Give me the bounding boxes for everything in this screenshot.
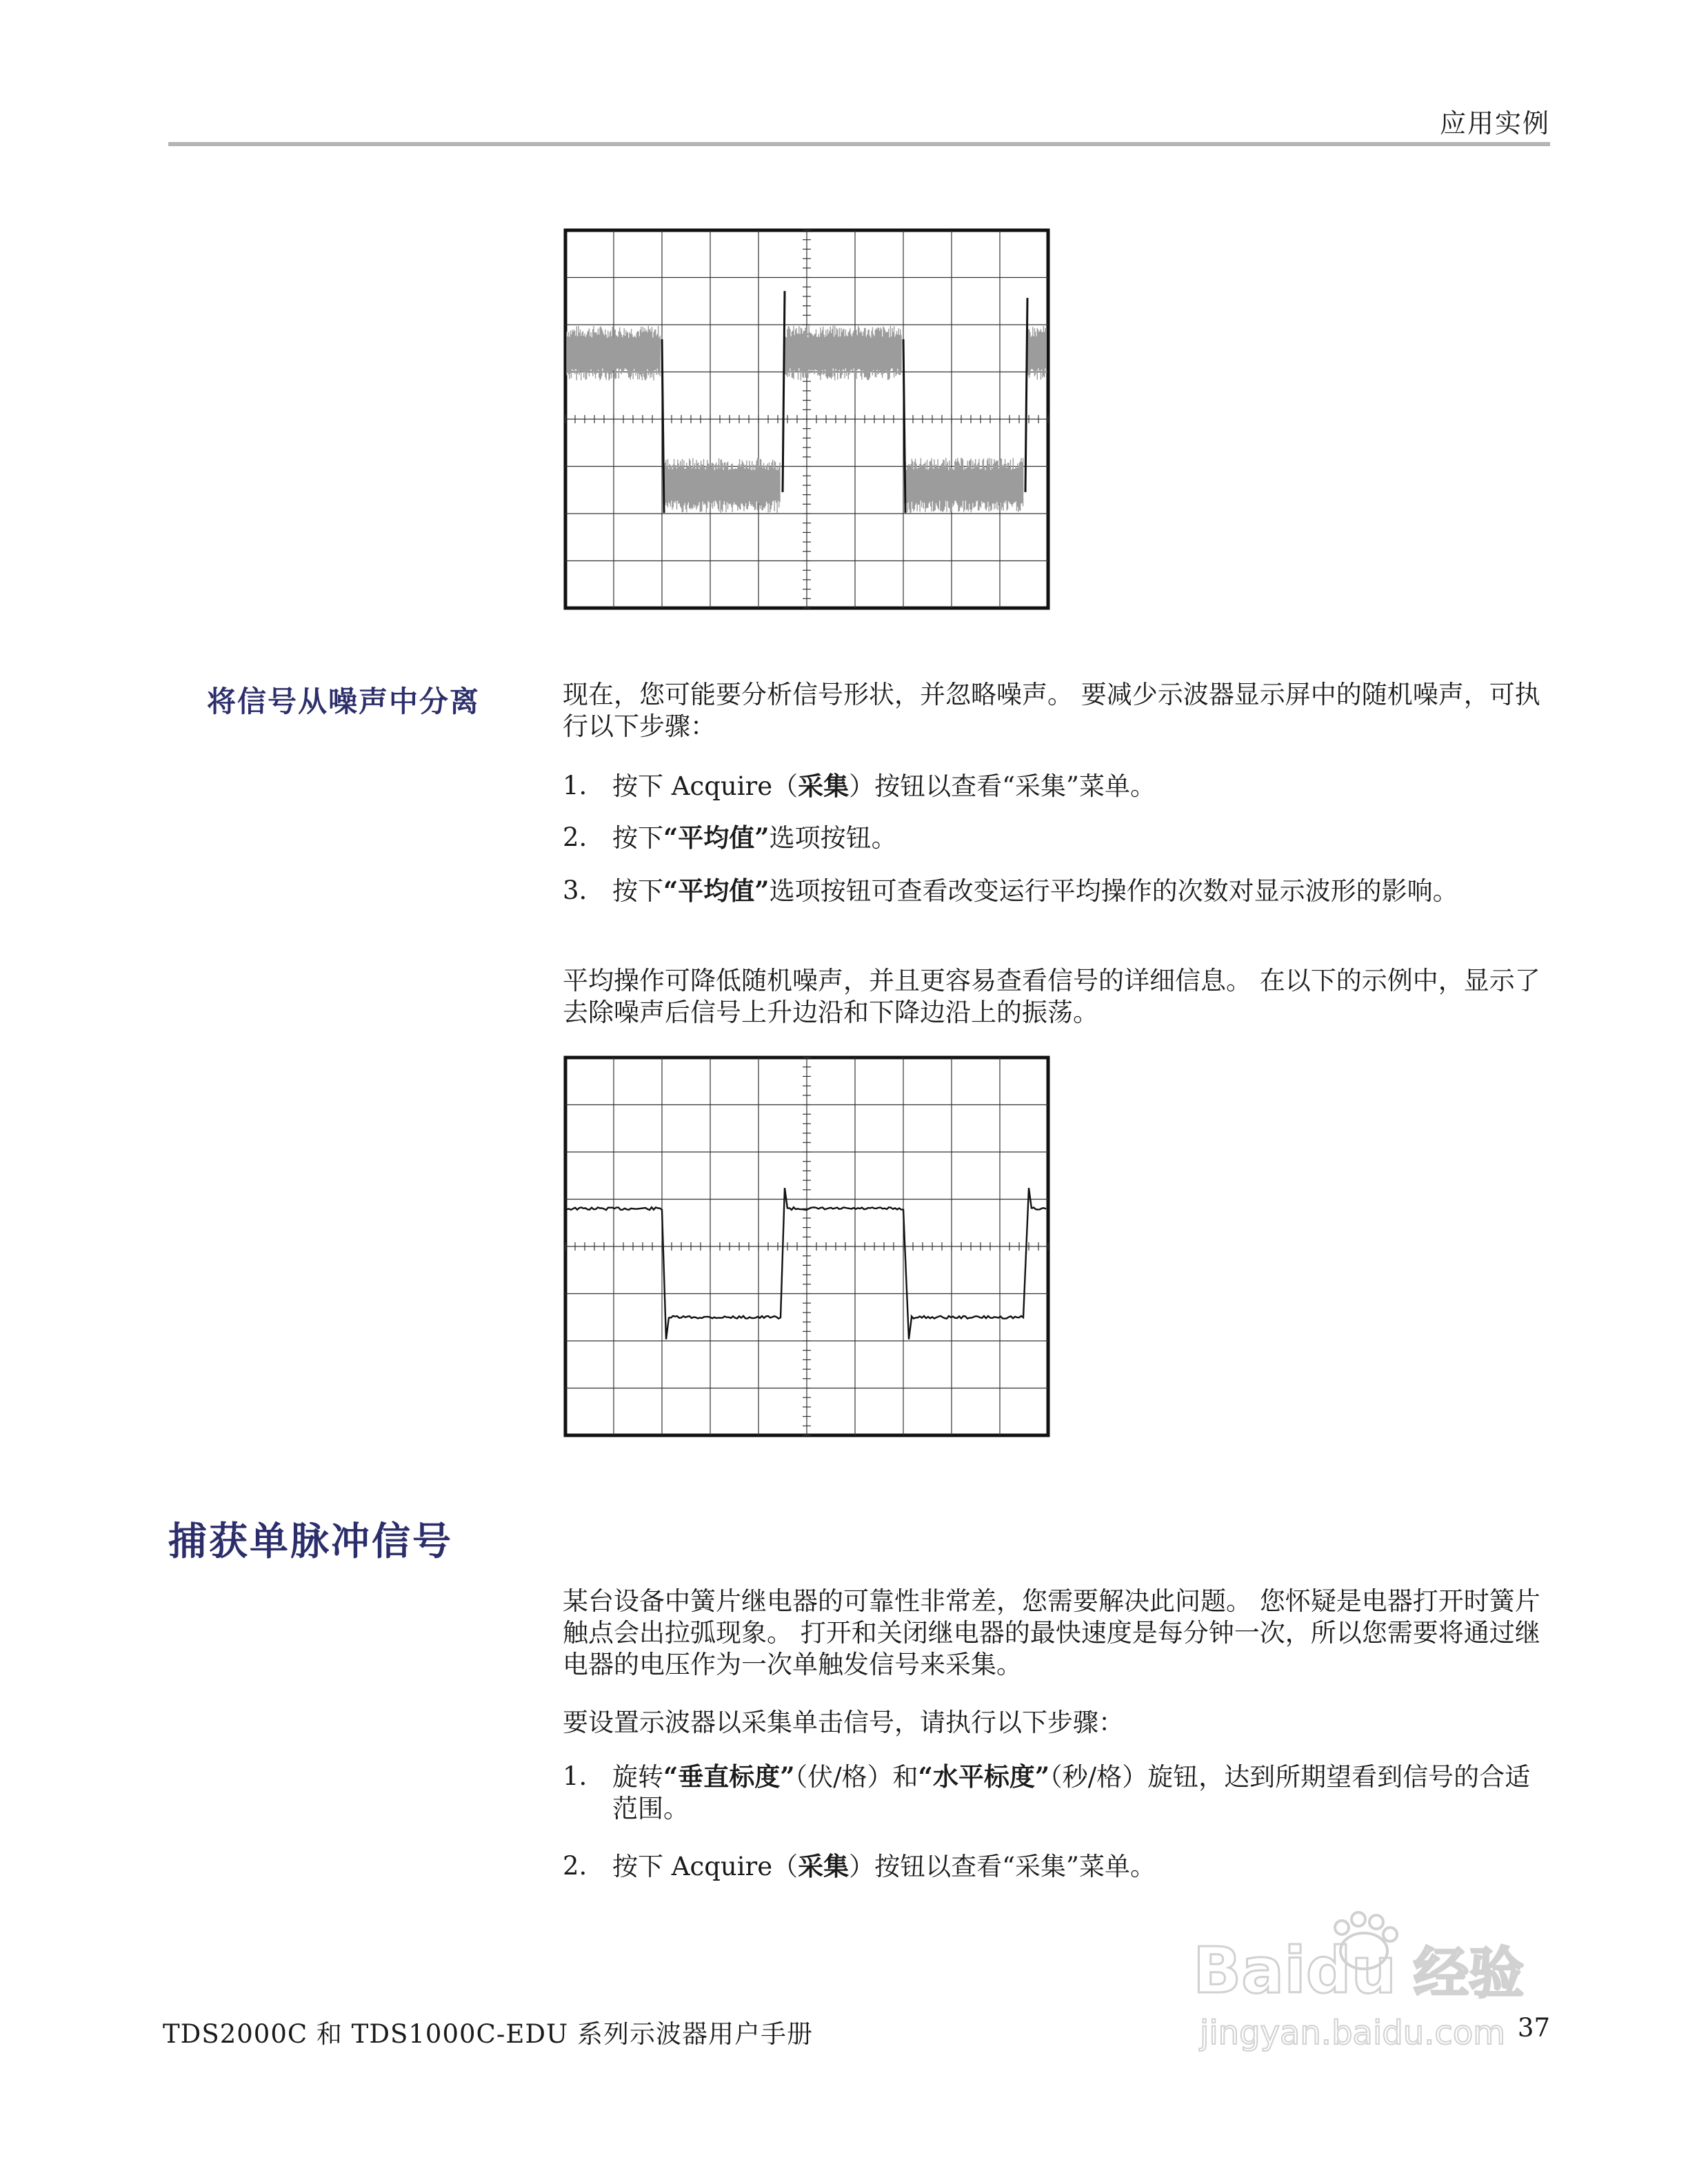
side-heading: 将信号从噪声中分离 bbox=[207, 685, 481, 718]
svg-text:Baidu: Baidu bbox=[1193, 1934, 1397, 2008]
section1-step-1: 1. 按下 Acquire（采集）按钮以查看“采集”菜单。 bbox=[563, 771, 1156, 801]
step-number: 3. bbox=[563, 876, 587, 905]
section1-intro: 现在，您可能要分析信号形状，并忽略噪声。 要减少示波器显示屏中的随机噪声，可执行以下步骤： bbox=[563, 680, 1540, 741]
section2-para1: 某台设备中簧片继电器的可靠性非常差，您需要解决此问题。 您怀疑是电器打开时簧片触点会出拉弧现象。 打开和关闭继电器的最快速度是每分钟一次，所以您需要将通过继电器的电压作为一次单触发信号来采集。 bbox=[563, 1586, 1540, 1679]
step-number: 1. bbox=[563, 771, 587, 800]
section1-step-3: 3. 按下“平均值”选项按钮可查看改变运行平均操作的次数对显示波形的影响。 bbox=[563, 876, 1458, 906]
noise-band bbox=[1027, 326, 1046, 380]
step-number: 2. bbox=[563, 1851, 587, 1881]
section-title: 应用实例 bbox=[1439, 108, 1550, 139]
section1-after: 平均操作可降低随机噪声，并且更容易查看信号的详细信息。 在以下的示例中，显示了去除噪声后信号上升边沿和下降边沿上的振荡。 bbox=[563, 966, 1540, 1027]
manual-title: TDS2000C 和 TDS1000C-EDU 系列示波器用户手册 bbox=[163, 2019, 813, 2049]
noise-band bbox=[663, 458, 780, 513]
oscilloscope-screen-averaged bbox=[563, 1055, 1051, 1438]
svg-text:jingyan.baidu.com: jingyan.baidu.com bbox=[1200, 2014, 1505, 2052]
baidu-watermark-logo bbox=[1186, 1903, 1572, 2061]
section2-step-2: 2. 按下 Acquire（采集）按钮以查看“采集”菜单。 bbox=[563, 1851, 1156, 1881]
step-number: 2. bbox=[563, 822, 587, 852]
section2-step-1: 1. 旋转“垂直标度”（伏/格）和“水平标度”（秒/格）旋钮，达到所期望看到信号的合适范围。 bbox=[563, 1761, 1531, 1823]
section-heading: 捕获单脉冲信号 bbox=[168, 1519, 453, 1564]
section1-step-2: 2. 按下“平均值”选项按钮。 bbox=[563, 822, 897, 853]
step-number: 1. bbox=[563, 1761, 587, 1791]
oscilloscope-screen-noisy bbox=[563, 228, 1051, 611]
svg-text:经验: 经验 bbox=[1414, 1941, 1524, 2005]
header-divider bbox=[168, 142, 1550, 146]
section2-para2: 要设置示波器以采集单击信号，请执行以下步骤： bbox=[563, 1708, 1124, 1737]
page-number: 37 bbox=[1517, 2013, 1550, 2043]
